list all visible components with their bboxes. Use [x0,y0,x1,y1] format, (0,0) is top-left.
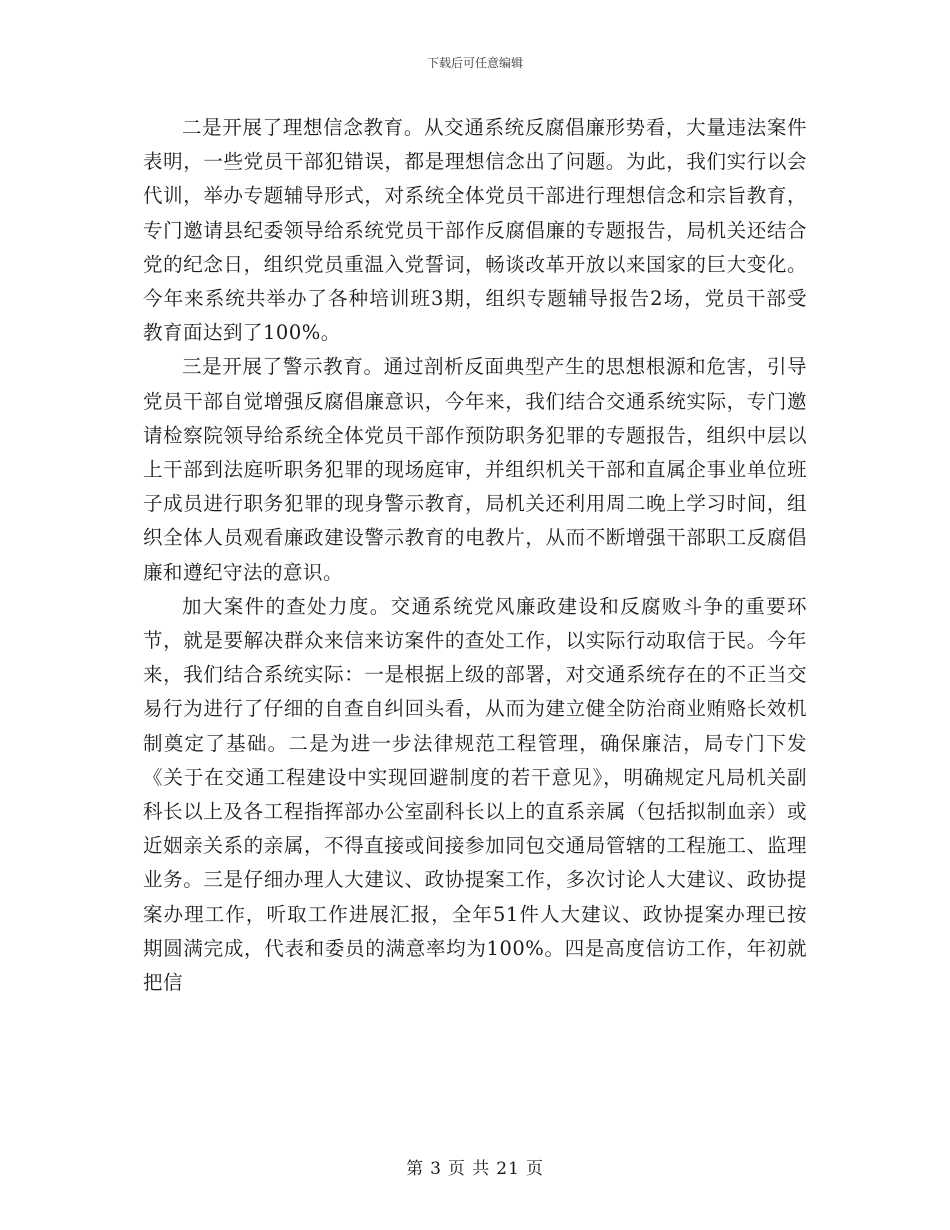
footer-suffix: 页 [525,1159,544,1179]
paragraph-ideals-education: 二是开展了理想信念教育。从交通系统反腐倡廉形势看，大量违法案件表明，一些党员干部犯错误，都是理想信念出了问题。为此，我们实行以会代训，举办专题辅导形式，对系统全体党员干部进行理想信念和宗旨教育，专门邀请县纪委领导给系统党员干部作反腐倡廉的专题报告，局机关还结合党的纪念日，组织党员重温入党誓词，畅谈改革开放以来国家的巨大变化。今年来系统共举办了各种培训班3期，组织专题辅导报告2场，党员干部受教育面达到了100%。 [143,116,807,345]
page-header: 下载后可任意编辑 [426,56,523,70]
paragraph-case-investigation: 加大案件的查处力度。交通系统党风廉政建设和反腐败斗争的重要环节，就是要解决群众来信来访案件的查处工作，以实际行动取信于民。今年来，我们结合系统实际：一是根据上级的部署，对交通系统存在的不正当交易行为进行了仔细的自查自纠回头看，从而为建立健全防治商业贿赂长效机制奠定了基础。二是为进一步法律规范工程管理，确保廉洁，局专门下发《关于在交通工程建设中实现回避制度的若干意见》，明确规定凡局机关副科长以上及各工程指挥部办公室副科长以上的直系亲属（包括拟制血亲）或近姻亲关系的亲属，不得直接或间接参加同包交通局管辖的工程施工、监理业务。三是仔细办理人大建议、政协提案工作，多次讨论人大建议、政协提案办理工作，听取工作进展汇报，全年51件人大建议、政协提案办理已按期圆满完成，代表和委员的满意率均为100%。四是高度信访工作，年初就把信 [143,594,807,995]
current-page-number: 3 [430,1159,442,1179]
total-pages-number: 21 [496,1159,520,1179]
footer-prefix: 第 [406,1159,425,1179]
paragraph-warning-education: 三是开展了警示教育。通过剖析反面典型产生的思想根源和危害，引导党员干部自觉增强反腐倡廉意识，今年来，我们结合交通系统实际，专门邀请检察院领导给系统全体党员干部作预防职务犯罪的专题报告，组织中层以上干部到法庭听职务犯罪的现场庭审，并组织机关干部和直属企事业单位班子成员进行职务犯罪的现身警示教育，局机关还利用周二晚上学习时间，组织全体人员观看廉政建设警示教育的电教片，从而不断增强干部职工反腐倡廉和遵纪守法的意识。 [143,355,807,584]
footer-middle: 页 共 [447,1159,491,1179]
page-footer [0,1154,950,1179]
document-body [143,111,807,1000]
